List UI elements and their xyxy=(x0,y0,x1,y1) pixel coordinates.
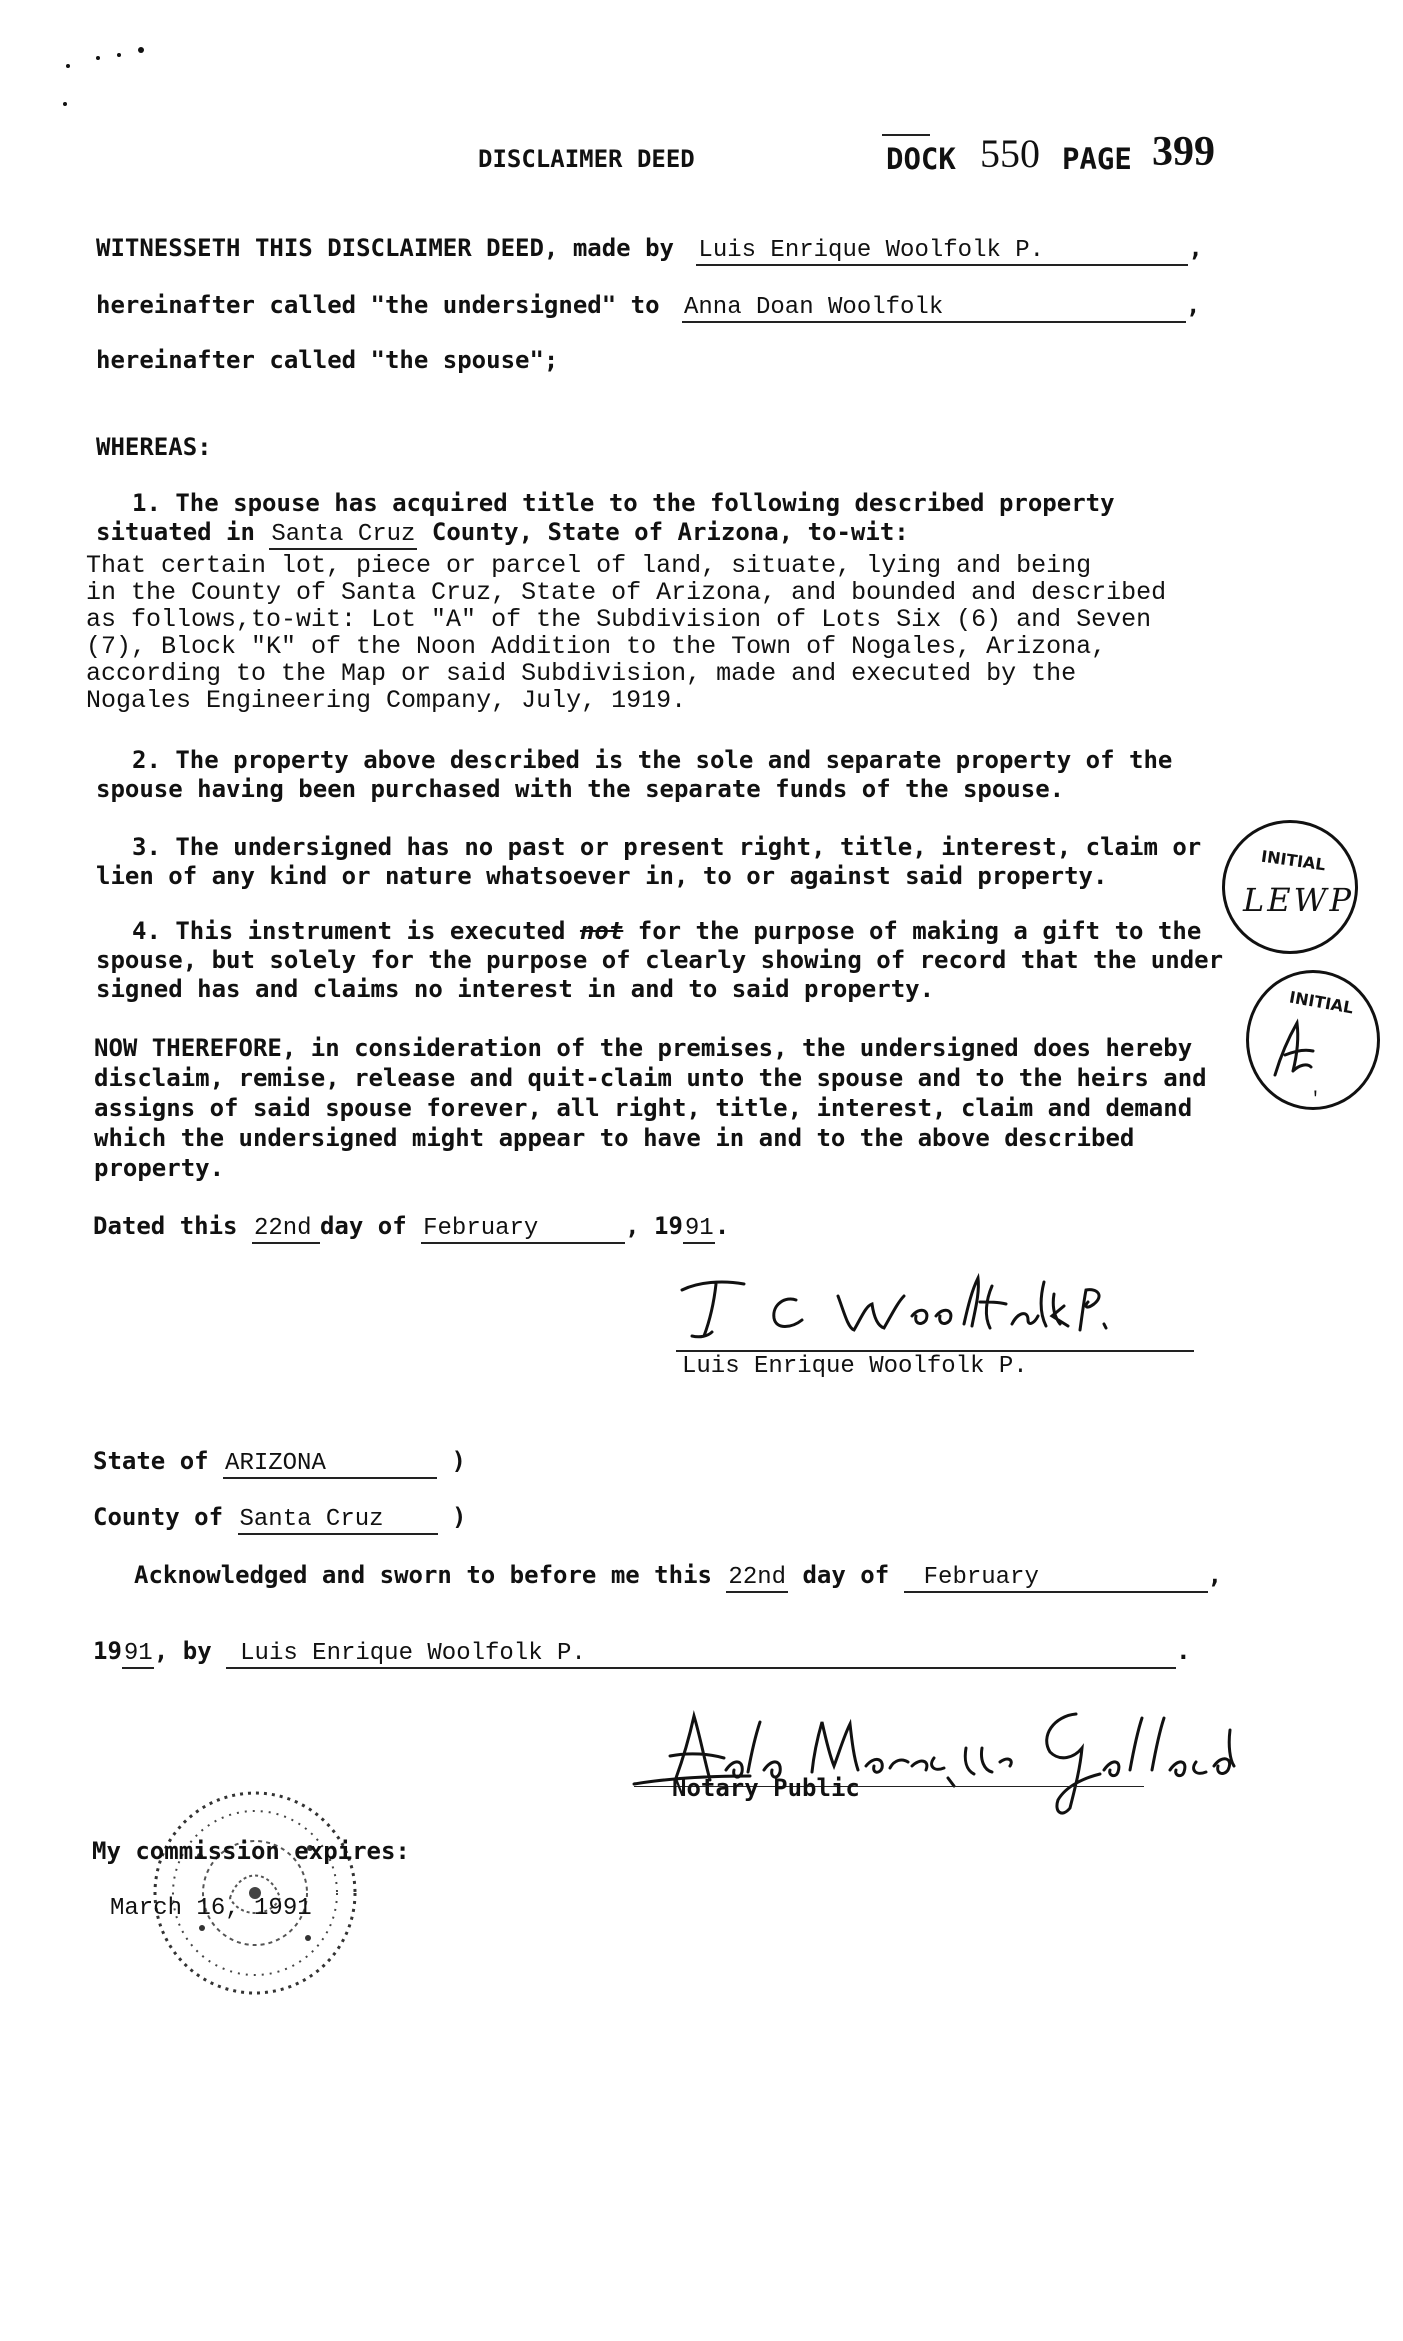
dated-year-prefix: , 19 xyxy=(625,1212,683,1240)
sworn-line xyxy=(134,1561,1222,1593)
county-bracket: ) xyxy=(451,1503,467,1531)
book-label: DOCK xyxy=(886,142,956,176)
now-therefore-line: disclaim, remise, release and quit-claim unto the spouse and to the heirs and xyxy=(94,1064,1207,1092)
state-bracket: ) xyxy=(451,1447,466,1475)
whereas-item-3 xyxy=(96,833,1201,891)
struck-word: not xyxy=(579,917,624,945)
notary-title: Notary Public xyxy=(672,1774,860,1802)
intro-line-1 xyxy=(96,234,1203,266)
item3-line: 3. The undersigned has no past or present right, title, interest, claim or xyxy=(132,833,1202,861)
item1-line-1: 1. The spouse has acquired title to the following described property xyxy=(132,489,1115,517)
dated-period: . xyxy=(714,1212,730,1240)
grantor-signature-line xyxy=(676,1350,1194,1352)
sworn-by-label: , by xyxy=(153,1637,212,1665)
book-number: 550 xyxy=(980,131,1040,176)
dated-day: 22nd xyxy=(252,1216,320,1244)
initials-scribble-icon xyxy=(1267,1015,1327,1085)
sworn-prefix: Acknowledged and sworn to before me this xyxy=(134,1561,712,1589)
grantor-signature-image xyxy=(668,1266,1168,1346)
item1-situated: situated in xyxy=(96,518,255,546)
sworn-day-of: day of xyxy=(802,1561,890,1589)
now-therefore-line: assigns of said spouse forever, all right, title, interest, claim and demand xyxy=(94,1094,1193,1122)
now-therefore-line: property. xyxy=(94,1154,225,1182)
county-line xyxy=(93,1503,466,1535)
scan-speck xyxy=(96,56,100,60)
page-label: PAGE xyxy=(1062,142,1132,176)
scan-speck xyxy=(66,64,70,68)
now-therefore-clause xyxy=(94,1033,1207,1183)
item4-line: signed has and claims no interest in and to said property. xyxy=(96,975,935,1003)
book-label-rule xyxy=(882,134,930,136)
dated-prefix: Dated this xyxy=(93,1212,238,1240)
property-county: Santa Cruz xyxy=(271,521,416,548)
initial-label: INITIAL xyxy=(1287,987,1355,1018)
intro-line-2 xyxy=(96,291,1200,323)
item4-purpose: for the purpose of making a gift to the xyxy=(637,917,1202,945)
sworn-comma: , xyxy=(1207,1561,1223,1589)
commission-date: March 16, 1991 xyxy=(110,1895,312,1922)
initials-handwritten: LEWP xyxy=(1243,881,1355,919)
sworn-day: 22nd xyxy=(728,1564,787,1591)
initial-stamp-grantor xyxy=(1222,820,1358,954)
scan-speck xyxy=(63,102,67,106)
state-value: ARIZONA xyxy=(223,1451,437,1479)
legal-line: as follows,to-wit: Lot "A" of the Subdivision of Lots Six (6) and Seven xyxy=(86,605,1152,634)
sworn-year-prefix: 19 xyxy=(93,1637,122,1665)
scan-speck xyxy=(138,47,144,53)
now-therefore-line: NOW THEREFORE, in consideration of the premises, the undersigned does hereby xyxy=(94,1034,1193,1062)
spouse-name: Anna Doan Woolfolk xyxy=(682,295,1186,323)
intro-prefix: WITNESSETH THIS DISCLAIMER DEED, made by xyxy=(96,234,674,262)
legal-line: (7), Block "K" of the Noon Addition to the Town of Nogales, Arizona, xyxy=(86,632,1107,661)
item4-executed: 4. This instrument is executed xyxy=(132,917,566,945)
item1-county-state: County, State of Arizona, to-wit: xyxy=(431,518,909,546)
county-label: County of xyxy=(93,1503,224,1531)
now-therefore-line: which the undersigned might appear to have in and to the above described xyxy=(94,1124,1135,1152)
legal-line: according to the Map or said Subdivision, made and executed by the xyxy=(86,659,1077,688)
dated-month: February xyxy=(421,1216,625,1244)
sworn-month: February xyxy=(904,1565,1208,1593)
grantor-name: Luis Enrique Woolfolk P. xyxy=(696,238,1188,266)
initial-label: INITIAL xyxy=(1259,846,1327,875)
notary-signature-image xyxy=(630,1700,1250,1820)
scan-speck xyxy=(117,53,121,57)
intro-comma: , xyxy=(1188,234,1203,262)
item4-line-1 xyxy=(96,917,1223,946)
scan-mark: ' xyxy=(1310,1090,1321,1110)
intro-line-3: hereinafter called "the spouse"; xyxy=(96,346,559,374)
whereas-item-1 xyxy=(96,489,1115,550)
sworn-by-line xyxy=(93,1637,1191,1669)
item1-line-2 xyxy=(96,518,1115,550)
notary-seal-image xyxy=(140,1778,370,2008)
whereas-item-4 xyxy=(96,917,1223,1004)
item4-line: spouse, but solely for the purpose of clearly showing of record that the under xyxy=(96,946,1224,974)
sworn-year: 91 xyxy=(123,1640,153,1667)
legal-description xyxy=(86,552,1166,714)
dated-year: 91 xyxy=(684,1215,714,1242)
item2-line: spouse having been purchased with the separate funds of the spouse. xyxy=(96,775,1065,803)
sworn-by-name: Luis Enrique Woolfolk P. xyxy=(226,1641,1176,1669)
document-title: DISCLAIMER DEED xyxy=(478,145,695,173)
state-line xyxy=(93,1447,466,1479)
grantor-printed-name: Luis Enrique Woolfolk P. xyxy=(682,1353,1028,1380)
legal-line: in the County of Santa Cruz, State of Arizona, and bounded and described xyxy=(86,578,1167,607)
dated-line xyxy=(93,1212,729,1244)
dated-day-of: day of xyxy=(319,1212,407,1240)
state-label: State of xyxy=(93,1447,209,1475)
intro-comma: , xyxy=(1185,291,1201,319)
legal-line: That certain lot, piece or parcel of land, situate, lying and being xyxy=(86,551,1092,580)
whereas-heading: WHEREAS: xyxy=(96,433,212,461)
commission-label: My commission expires: xyxy=(92,1837,410,1865)
initial-stamp-spouse xyxy=(1246,970,1380,1110)
item3-line: lien of any kind or nature whatsoever in, to or against said property. xyxy=(96,862,1108,890)
legal-line: Nogales Engineering Company, July, 1919. xyxy=(86,686,687,715)
intro-undersigned: hereinafter called "the undersigned" to xyxy=(96,291,660,319)
county-value: Santa Cruz xyxy=(238,1507,438,1535)
item2-line: 2. The property above described is the sole and separate property of the xyxy=(132,746,1173,774)
whereas-item-2 xyxy=(96,746,1172,804)
sworn-period: . xyxy=(1176,1637,1191,1665)
page-number: 399 xyxy=(1152,129,1215,175)
